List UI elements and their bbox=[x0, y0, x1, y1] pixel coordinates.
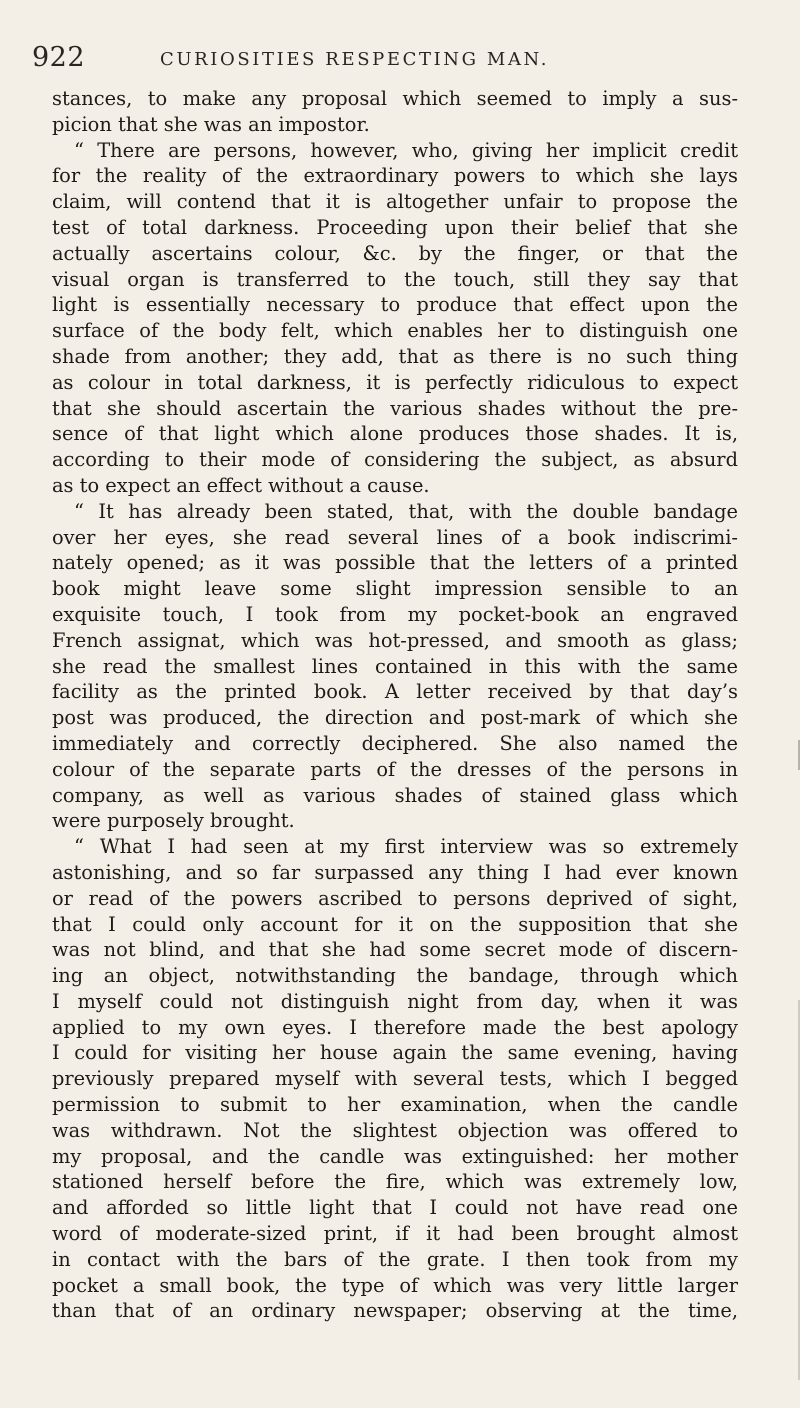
text-line: exquisite touch, I took from my pocket-book an engraved bbox=[52, 602, 738, 626]
text-line: that I could only account for it on the supposition that she bbox=[52, 912, 738, 936]
text-line: “ There are persons, however, who, giving her implicit credit bbox=[74, 138, 738, 162]
text-line: than that of an ordinary newspaper; observing at the time, bbox=[52, 1299, 738, 1323]
text-line: according to their mode of considering the subject, as absurd bbox=[52, 448, 738, 472]
text-line: test of total darkness. Proceeding upon their belief that she bbox=[52, 215, 738, 239]
text-line: in contact with the bars of the grate. I then took from my bbox=[52, 1247, 738, 1271]
text-line: that she should ascertain the various shades without the pre- bbox=[52, 396, 738, 420]
text-line: word of moderate-sized print, if it had been brought almost bbox=[52, 1222, 738, 1246]
text-line: I could for visiting her house again the same evening, having bbox=[52, 1041, 738, 1065]
text-line: or read of the powers ascribed to persons deprived of sight, bbox=[52, 886, 738, 910]
text-line: company, as well as various shades of stained glass which bbox=[52, 783, 738, 807]
text-line: astonishing, and so far surpassed any thing I had ever known bbox=[52, 860, 738, 884]
text-line: colour of the separate parts of the dresses of the persons in bbox=[52, 757, 738, 781]
text-line: stances, to make any proposal which seemed to imply a sus- bbox=[52, 87, 738, 110]
page-header bbox=[32, 42, 768, 82]
text-line: actually ascertains colour, &c. by the finger, or that the bbox=[52, 241, 738, 265]
text-line: facility as the printed book. A letter received by that day’s bbox=[52, 680, 738, 704]
text-line: French assignat, which was hot-pressed, and smooth as glass; bbox=[52, 628, 738, 652]
body-text bbox=[52, 86, 738, 1324]
text-line: “ What I had seen at my first interview was so extremely bbox=[74, 835, 738, 859]
text-line: were purposely brought. bbox=[52, 809, 295, 833]
text-line: was withdrawn. Not the slightest objection was offered to bbox=[52, 1118, 738, 1142]
text-line: picion that she was an impostor. bbox=[52, 112, 370, 136]
text-line: as to expect an effect without a cause. bbox=[52, 473, 430, 497]
text-line: as colour in total darkness, it is perfectly ridiculous to expect bbox=[52, 370, 738, 394]
text-line: light is essentially necessary to produce that effect upon the bbox=[52, 293, 738, 317]
text-line: shade from another; they add, that as there is no such thing bbox=[52, 344, 738, 368]
text-line: post was produced, the direction and post-mark of which she bbox=[52, 706, 738, 730]
text-line: permission to submit to her examination, when the candle bbox=[52, 1093, 738, 1117]
text-line: “ It has already been stated, that, with the double bandage bbox=[74, 499, 738, 523]
text-line: for the reality of the extraordinary powers to which she lays bbox=[52, 164, 738, 188]
text-line: immediately and correctly deciphered. She also named the bbox=[52, 731, 738, 755]
text-line: I myself could not distinguish night from day, when it was bbox=[52, 989, 738, 1013]
text-line: sence of that light which alone produces those shades. It is, bbox=[52, 422, 738, 446]
text-line: ing an object, notwithstanding the bandage, through which bbox=[52, 964, 738, 988]
text-line: was not blind, and that she had some secret mode of discern- bbox=[52, 938, 738, 962]
running-head: CURIOSITIES RESPECTING MAN. bbox=[160, 49, 550, 70]
text-line: visual organ is transferred to the touch, still they say that bbox=[52, 267, 738, 291]
text-line: previously prepared myself with several tests, which I begged bbox=[52, 1067, 738, 1091]
text-line: applied to my own eyes. I therefore made the best apology bbox=[52, 1015, 738, 1039]
text-line: she read the smallest lines contained in this with the same bbox=[52, 654, 738, 678]
text-line: claim, will contend that it is altogether unfair to propose the bbox=[52, 190, 738, 214]
text-line: surface of the body felt, which enables her to distinguish one bbox=[52, 319, 738, 343]
text-line: stationed herself before the fire, which was extremely low, bbox=[52, 1170, 738, 1194]
text-line: my proposal, and the candle was extinguished: her mother bbox=[52, 1144, 738, 1168]
text-line: pocket a small book, the type of which was very little larger bbox=[52, 1273, 738, 1297]
text-line: and afforded so little light that I could not have read one bbox=[52, 1196, 738, 1220]
text-line: book might leave some slight impression sensible to an bbox=[52, 577, 738, 601]
text-line: nately opened; as it was possible that the letters of a printed bbox=[52, 551, 738, 575]
text-line: over her eyes, she read several lines of a book indiscrimi- bbox=[52, 525, 738, 549]
page-number: 922 bbox=[32, 42, 86, 73]
